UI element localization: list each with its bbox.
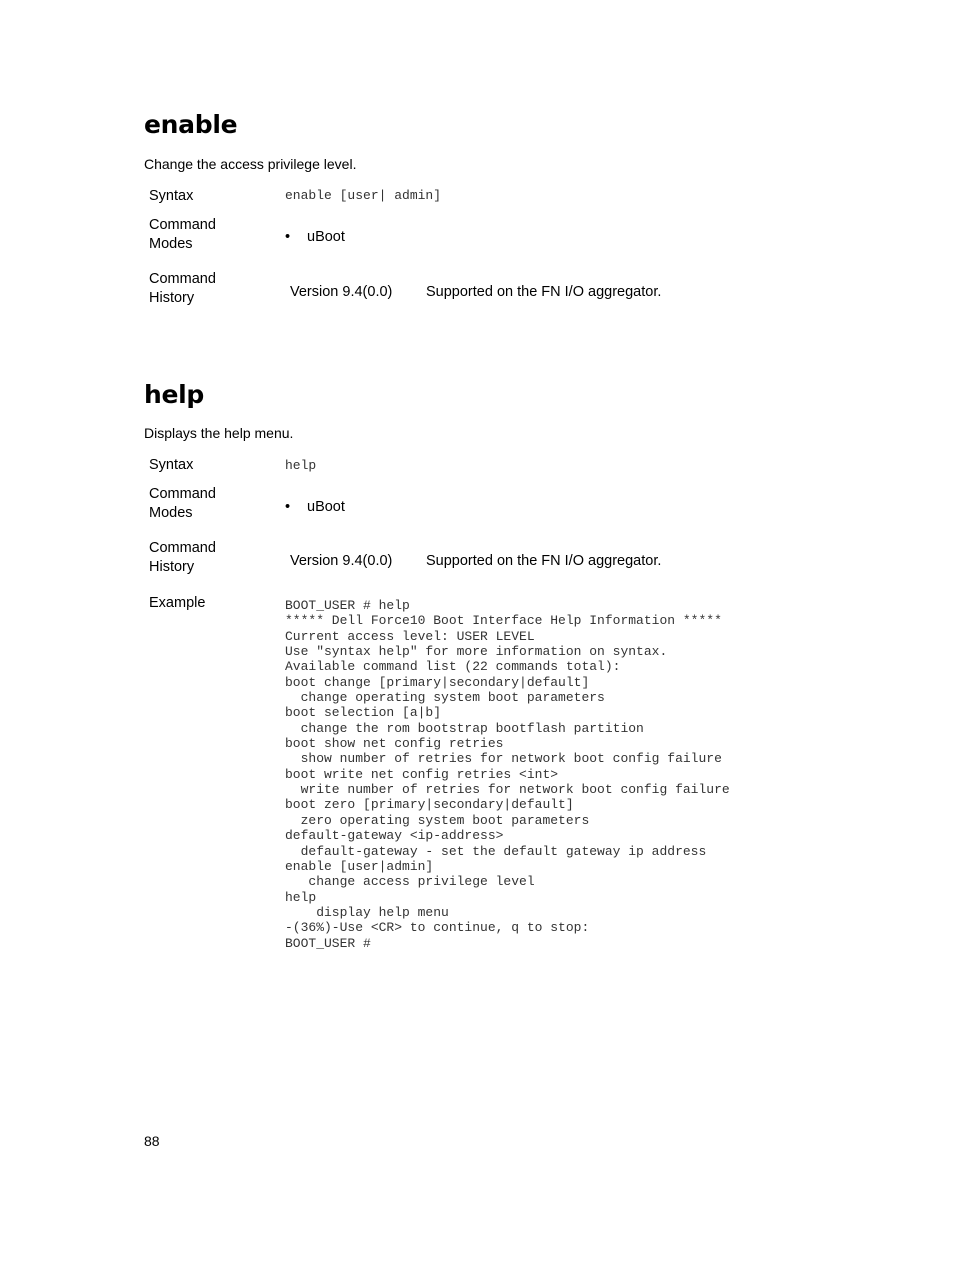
bullet-icon: • [285,229,291,245]
help-history-label-line1: Command [149,540,216,556]
code-line: zero operating system boot parameters [285,812,590,828]
code-line: enable [user|admin] [285,858,434,874]
help-example-label: Example [149,595,206,611]
enable-history-label-line1: Command [149,271,216,287]
enable-modes-item [285,228,345,246]
help-modes-value: uBoot [307,499,345,515]
code-line: Use "syntax help" for more information on syntax. [285,644,668,660]
code-line: BOOT_USER # [285,935,371,951]
code-line: default-gateway - set the default gateway ip address [285,843,707,859]
code-line: ***** Dell Force10 Boot Interface Help Information ***** [285,613,722,629]
code-line: boot selection [a|b] [285,705,442,721]
code-line: change operating system boot parameters [285,690,605,706]
enable-modes-label-line1: Command [149,217,216,233]
code-line: change access privilege level [285,874,535,890]
code-line: display help menu [285,904,449,920]
help-title: help [144,380,205,409]
help-history-label [149,539,269,577]
code-line: write number of retries for network boot config failure [285,782,730,798]
help-syntax-value: help [285,458,317,473]
code-line: BOOT_USER # help [285,598,410,613]
help-history-text: Supported on the FN I/O aggregator. [426,553,662,569]
code-line: boot write net config retries <int> [285,766,559,782]
help-example-code [285,598,730,951]
enable-syntax-label: Syntax [149,188,194,204]
enable-history-version: Version 9.4(0.0) [290,284,393,300]
code-line: change the rom bootstrap bootflash partition [285,720,644,736]
bullet-icon: • [285,499,291,515]
enable-description: Change the access privilege level. [144,156,357,172]
code-line: boot zero [primary|secondary|default] [285,797,574,813]
code-line: boot show net config retries [285,736,504,752]
enable-title: enable [144,110,238,139]
code-line: default-gateway <ip-address> [285,828,504,844]
enable-modes-label-line2: Modes [149,236,193,252]
code-line: boot change [primary|secondary|default] [285,674,590,690]
code-line: Available command list (22 commands total): [285,659,621,675]
help-history-version: Version 9.4(0.0) [290,553,393,569]
enable-history-label [149,270,269,308]
code-line: Current access level: USER LEVEL [285,628,535,644]
help-modes-label-line1: Command [149,486,216,502]
code-line: -(36%)-Use <CR> to continue, q to stop: [285,920,590,936]
page-number: 88 [144,1133,160,1149]
code-line: show number of retries for network boot config failure [285,751,722,767]
help-modes-label-line2: Modes [149,505,193,521]
code-line: help [285,889,317,905]
help-description: Displays the help menu. [144,425,294,441]
help-modes-item [285,498,345,516]
help-modes-label [149,485,269,523]
enable-history-text: Supported on the FN I/O aggregator. [426,284,662,300]
enable-modes-value: uBoot [307,229,345,245]
enable-history-label-line2: History [149,290,195,306]
enable-syntax-value: enable [user| admin] [285,188,442,203]
help-history-label-line2: History [149,559,195,575]
enable-modes-label [149,216,269,254]
help-syntax-label: Syntax [149,457,194,473]
